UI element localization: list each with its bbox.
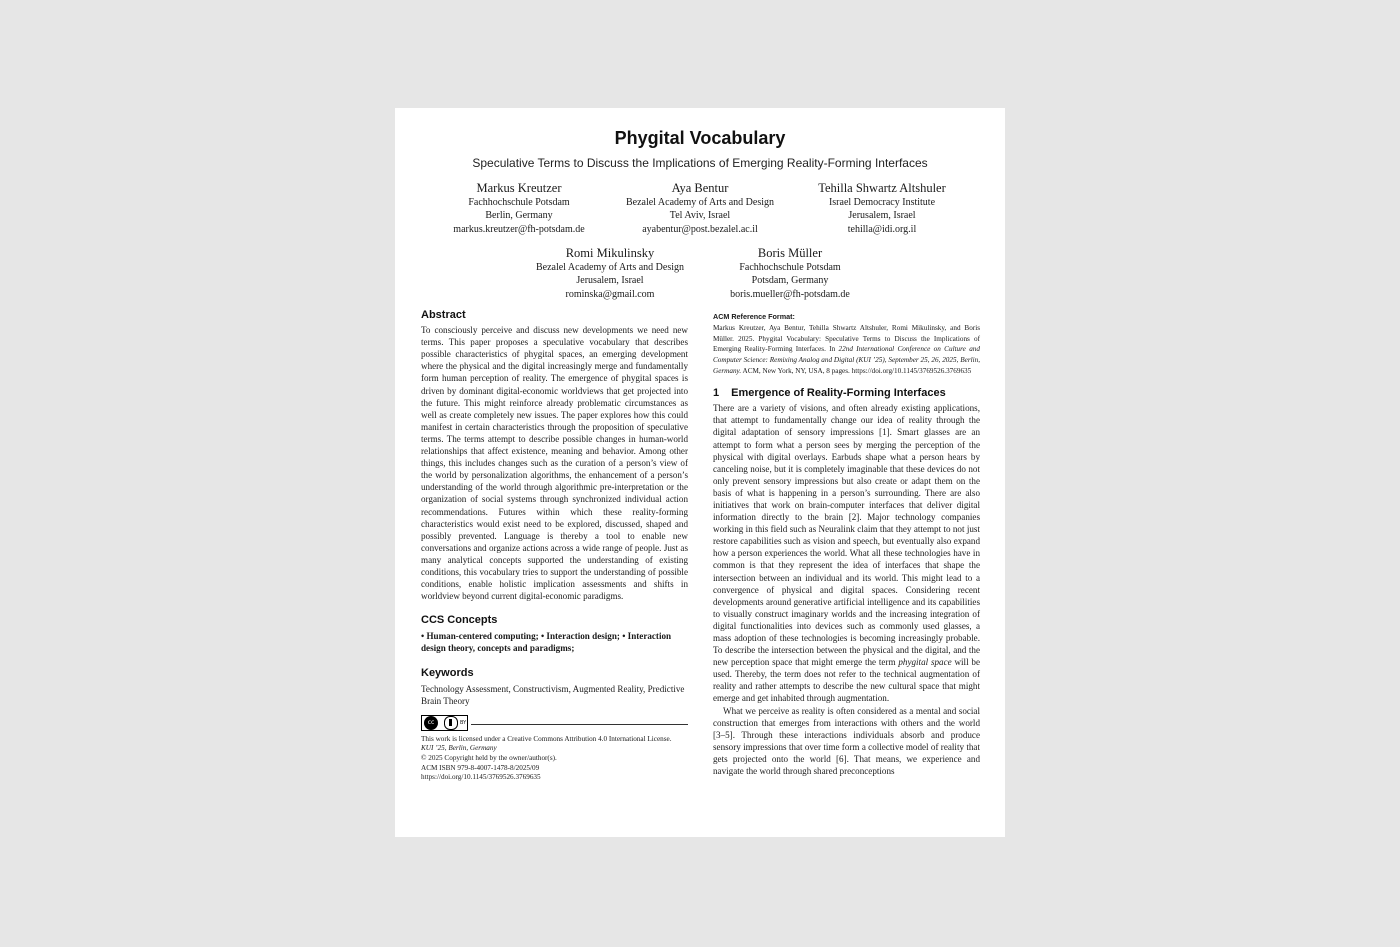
paper-title: Phygital Vocabulary (614, 128, 786, 148)
emphasized-term: phygital space (898, 657, 952, 668)
author-name: Aya Bentur (671, 181, 729, 195)
reference-format-text (713, 323, 980, 378)
venue-line: KUI ’25, Berlin, Germany (421, 744, 497, 753)
author-block (429, 181, 609, 236)
author-location: Tel Aviv, Israel (669, 210, 731, 222)
paper-page (395, 108, 1005, 837)
keywords-heading: Keywords (421, 666, 474, 679)
author-affiliation: Fachhochschule Potsdam (468, 197, 570, 208)
left-column (421, 309, 688, 783)
author-email: markus.kreutzer@fh-potsdam.de (453, 223, 585, 235)
section-heading (713, 387, 980, 399)
ccs-text: • Human-centered computing; • Interaction design; • Interaction design theory, concepts and paradigms; (421, 631, 672, 654)
license-block (421, 715, 688, 783)
author-email: tehilla@idi.org.il (847, 223, 917, 235)
reference-format-plain: Markus Kreutzer, Aya Bentur, Tehilla Shwartz Altshuler, Romi Mikulinsky, and Boris Müller. 2025. Phygital Vocabulary: Speculative Terms to Discuss the Implications of Emerging Reality-Forming Interfaces. In (713, 323, 980, 354)
author-email: rominska@gmail.com (565, 288, 655, 300)
author-name: Markus Kreutzer (476, 181, 562, 195)
author-block (605, 181, 795, 236)
cc-by-badge[interactable] (421, 715, 468, 731)
copyright-line: © 2025 Copyright held by the owner/author(s). (421, 754, 557, 762)
attribution-icon (444, 716, 458, 730)
author-name: Boris Müller (757, 246, 823, 260)
author-block (797, 181, 967, 236)
author-location: Jerusalem, Israel (848, 210, 916, 222)
right-column (713, 312, 980, 777)
isbn-line: ACM ISBN 979-8-4007-1478-8/2025/09 (421, 763, 540, 772)
author-block (700, 246, 880, 301)
by-label: BY (460, 719, 467, 726)
license-rule (471, 724, 688, 725)
license-text (421, 735, 688, 783)
abstract-heading: Abstract (421, 309, 466, 321)
doi-line: https://doi.org/10.1145/3769526.3769635 (421, 773, 541, 782)
author-email: boris.mueller@fh-potsdam.de (730, 288, 850, 300)
author-location: Jerusalem, Israel (576, 275, 644, 287)
reference-format-venue: 22nd International Conference on Culture and Computer Science: Remixing Analog and Digital (KUI ’25), September 25, 26, 2025, Berlin, Germany. (713, 345, 980, 376)
author-affiliation: Fachhochschule Potsdam (739, 262, 841, 273)
author-location: Potsdam, Germany (751, 275, 829, 287)
author-location: Berlin, Germany (485, 210, 553, 222)
section-number: 1 (713, 387, 720, 400)
reference-format-heading: ACM Reference Format: (713, 312, 795, 321)
author-name: Tehilla Shwartz Altshuler (818, 181, 946, 195)
author-name: Romi Mikulinsky (565, 246, 655, 260)
creative-commons-icon: cc (424, 716, 438, 730)
paragraph-text: will be used. Thereby, the term does not refer to the technical augmentation of reality and rather attempts to describe the new cultural space that might emerge and get inhabited through augmentation. (713, 657, 980, 704)
abstract-text: To consciously perceive and discuss new developments we need new terms. This paper proposes a speculative vocabulary that describes possible characteristics of phygital spaces, an emerging development where the physical and the digital increasingly merge and fundamentally form human perception of reality. The emergence of phygital spaces is driven by dominant digital-economic worldviews that get projected into the future. This might reinforce already problematic circumstances as well as create completely new issues. The paper explores how this could manifest in certain characteristics through the proposition of speculative terms. The terms attempt to describe possible changes in human-world relationships that affect existence, meaning and behavior. Among other things, this includes changes such as the curation of a person’s view of the world by personalization algorithms, the enhancement of a person’s understanding of the world through algorithmic pre-interpretation or the organization of social systems through synchronized individual action recommendations. Futures within which these reality-forming characteristics would exist need to be explored, discussed, shaped and possibly prevented. Language is thereby a tool to enable new conversations and organize actions across a wide range of people. Just as many analytical concepts supported the understanding of existing conditions, this vocabulary tries to support the understanding of possible conditions, enable holistic implication assessments and shifts in worldview beyond current digital-economic paradigms. (421, 325, 688, 602)
reference-format-publisher: ACM, New York, NY, USA, 8 pages. https://doi.org/10.1145/3769526.3769635 (741, 367, 972, 376)
section-paragraph (713, 402, 980, 704)
paragraph-text: There are a variety of visions, and often already existing applications, that attempt to fundamentally change our idea of reality through the digital adaptation of sensory impressions [1]. Smart glasses are an attempt to form what a person sees by merging the perception of the physical with digital overlays. Earbuds shape what a person hears by canceling noise, but it is completely imaginable that these devices do not only prevent sensory impressions but also create or adapt them on the basis of what is happening in a person’s surrounding. There are also initiatives that work on brain-computer interfaces that deliver digital information directly to the brain [2]. Major technology companies working in this field such as Neuralink claim that they attempt to not just restore capabilities such as vision and speech, but eventually also expand how a person experiences the world. What all these technologies have in common is that they represent the idea of interfaces that shape the intersection between an individual and its world. This might lead to a convergence of physical and digital spaces. Considering recent developments around generative artificial intelligence and its capabilities to visually construct imaginary worlds and the increasing integration of digital functionalities into devices such as commonly used glasses, a mass adoption of these technologies is becoming increasingly probable. To describe the intersection between the physical and the digital, and the new perception space that might emerge the term (713, 403, 980, 668)
author-affiliation: Bezalel Academy of Arts and Design (535, 262, 684, 273)
keywords-text: Technology Assessment, Constructivism, Augmented Reality, Predictive Brain Theory (421, 683, 685, 706)
author-block (515, 246, 705, 301)
author-email: ayabentur@post.bezalel.ac.il (642, 223, 758, 235)
ccs-heading: CCS Concepts (421, 614, 498, 627)
section-paragraph: What we perceive as reality is often considered as a mental and social construction that emerges from interactions with others and the world [3–5]. Through these interactions individuals absorb and produce sensory impressions that over time form a collective model of reality that gets projected onto the world [6]. That means, we experience and navigate the world through shared preconceptions (713, 705, 980, 777)
author-affiliation: Israel Democracy Institute (828, 197, 936, 208)
author-affiliation: Bezalel Academy of Arts and Design (625, 197, 774, 208)
section-title: Emergence of Reality-Forming Interfaces (731, 387, 946, 400)
paper-subtitle: Speculative Terms to Discuss the Implications of Emerging Reality-Forming Interfaces (472, 156, 928, 170)
license-line: This work is licensed under a Creative Commons Attribution 4.0 International License. (421, 734, 672, 743)
